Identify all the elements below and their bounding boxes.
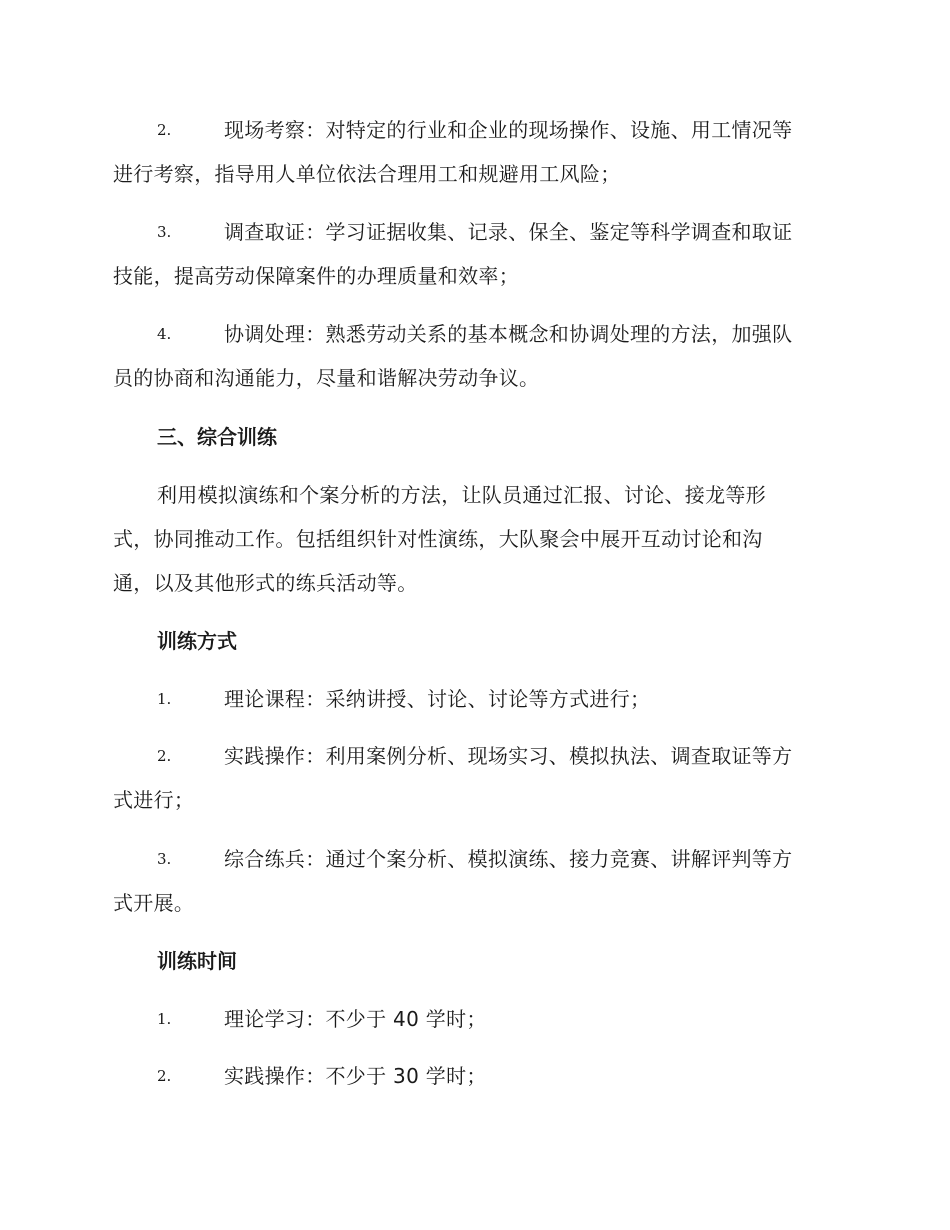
methods-heading: 训练方式 [157,629,237,653]
item-text-line: 协调处理：熟悉劳动关系的基本概念和协调处理的方法，加强队 [224,322,793,346]
item-number: 1. [157,1010,172,1028]
item-text-line: 式进行； [113,788,195,812]
item-number: 2. [157,121,172,139]
item-number: 2. [157,1067,172,1085]
item-number: 2. [157,747,172,765]
item-text-line: 技能，提高劳动保障案件的办理质量和效率； [113,264,519,288]
item-number: 4. [157,325,172,343]
paragraph-line: 式，协同推动工作。包括组织针对性演练，大队聚会中展开互动讨论和沟 [113,527,763,551]
item-text-line: 实践操作：利用案例分析、现场实习、模拟执法、调查取证等方 [224,744,793,768]
item-text-line: 理论课程：采纳讲授、讨论、讨论等方式进行； [224,687,651,711]
paragraph-line: 利用模拟演练和个案分析的方法，让队员通过汇报、讨论、接龙等形 [157,483,766,507]
item-text-line: 进行考察，指导用人单位依法合理用工和规避用工风险； [113,162,621,186]
item-text-line: 实践操作：不少于 30 学时； [224,1064,487,1088]
item-text-line: 调查取证：学习证据收集、记录、保全、鉴定等科学调查和取证 [224,220,793,244]
item-number: 3. [157,223,172,241]
time-heading: 训练时间 [157,949,237,973]
section-heading: 三、综合训练 [157,425,277,449]
item-text-line: 式开展。 [113,891,195,915]
item-text-line: 现场考察：对特定的行业和企业的现场操作、设施、用工情况等 [224,118,793,142]
paragraph-line: 通，以及其他形式的练兵活动等。 [113,571,418,595]
item-text-line: 理论学习：不少于 40 学时； [224,1007,487,1031]
item-text-line: 综合练兵：通过个案分析、模拟演练、接力竞赛、讲解评判等方 [224,847,793,871]
item-number: 3. [157,850,172,868]
item-text-line: 员的协商和沟通能力，尽量和谐解决劳动争议。 [113,366,540,390]
item-number: 1. [157,690,172,708]
